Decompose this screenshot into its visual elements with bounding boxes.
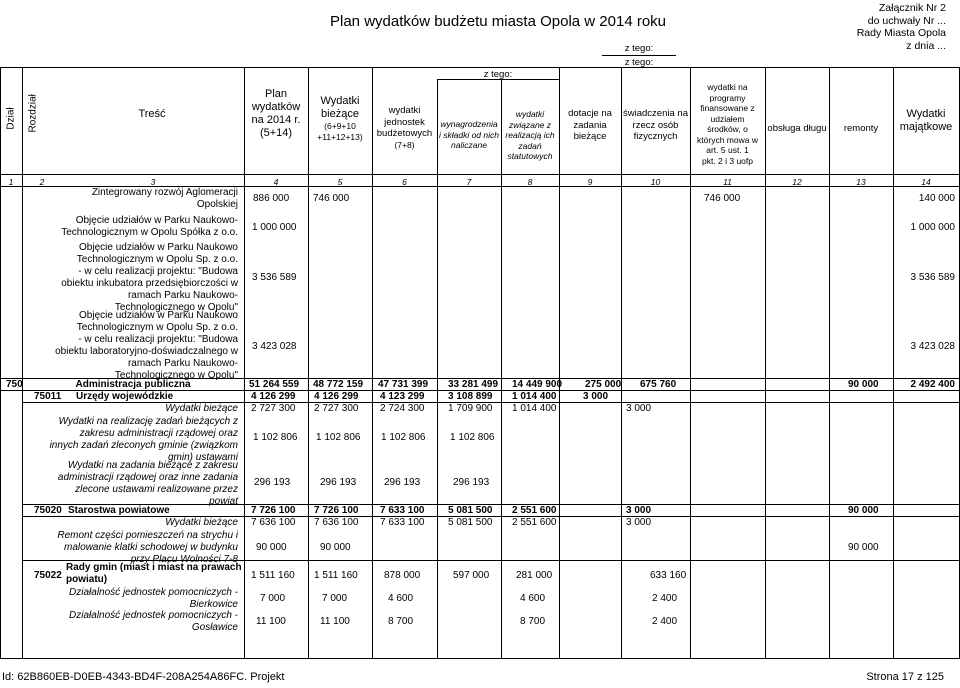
cell-text-line: - w celu realizacji projektu: "Budowa xyxy=(78,266,238,277)
cell-text-line: rzecz osób xyxy=(632,119,679,131)
cell-text-line: świadczenia na xyxy=(623,108,688,119)
cell-text-line: bieżące xyxy=(573,131,607,142)
table-cell: 51 264 559 xyxy=(249,379,300,390)
table-cell: Urzędy wojewódzkie xyxy=(76,391,174,402)
table-cell: 2 492 400 xyxy=(910,379,955,390)
header-dzial: Dział xyxy=(5,107,17,130)
table-cell: 7 636 100 xyxy=(314,517,359,528)
table-cell: 2 551 600 xyxy=(512,505,557,516)
cell-text-line: realizacją ich xyxy=(505,130,555,140)
table-cell: 2 xyxy=(39,177,45,187)
cell-text-line: ramach Parku Naukowo- xyxy=(127,358,238,369)
table-cell xyxy=(40,530,238,566)
table-cell: 1 102 806 xyxy=(253,432,298,443)
cell-text-line: związane z xyxy=(508,119,552,130)
cell-text-line: Objęcie udziałów w Parku Naukowo- xyxy=(75,215,238,226)
table-cell: 75011 xyxy=(34,391,62,402)
cell-text-line: Opolskiej xyxy=(196,199,238,210)
table-cell: 90 000 xyxy=(848,542,879,553)
table-cell: 296 193 xyxy=(320,477,357,488)
table-cell: 750 xyxy=(6,379,23,390)
cell-text-line: naliczane xyxy=(451,140,487,150)
table-cell: 7 633 100 xyxy=(380,505,425,516)
cell-text-line: Objęcie udziałów w Parku Naukowo xyxy=(79,242,238,253)
header-wydatki-majatkowe xyxy=(893,108,959,134)
table-cell xyxy=(40,215,238,239)
cell-text-line: (5+14) xyxy=(259,127,293,139)
cell-text-line: których mowa w xyxy=(697,134,758,145)
cell-text-line: fizycznych xyxy=(633,131,678,142)
table-cell: 281 000 xyxy=(516,570,553,581)
cell-text-line: bieżące xyxy=(321,108,359,120)
table-cell xyxy=(62,187,238,211)
table-cell: 296 193 xyxy=(254,477,291,488)
table-cell: 75022 xyxy=(34,570,62,581)
cell-text-line: Technologicznym w Opolu Sp. z o.o. xyxy=(76,254,238,265)
cell-text-line: obiektu laboratoryjno-doświadczalnego w xyxy=(55,346,238,357)
table-cell: 1 014 400 xyxy=(512,403,557,414)
cell-text-line: Remont części pomieszczeń na strychu i xyxy=(57,530,238,541)
table-cell: 675 760 xyxy=(640,379,677,390)
table-cell: 275 000 xyxy=(585,379,622,390)
table-cell: Starostwa powiatowe xyxy=(68,505,170,516)
cell-text-line: Wydatki xyxy=(906,108,946,120)
table-cell: 746 000 xyxy=(704,193,741,204)
cell-text-line: Bierkowice xyxy=(189,599,238,610)
cell-text-line: udziałem xyxy=(710,113,745,124)
table-cell: 90 000 xyxy=(848,379,879,390)
cell-text-line: +11+12+13) xyxy=(317,131,363,142)
cell-text-line: malowanie klatki schodowej w budynku xyxy=(64,542,238,553)
table-cell: 90 000 xyxy=(848,505,879,516)
table-cell: 4 600 xyxy=(520,593,546,604)
cell-text-line: na 2014 r. xyxy=(251,114,301,126)
table-cell: 90 000 xyxy=(256,542,287,553)
table-cell: 9 xyxy=(587,177,593,187)
cell-text-line: Technologicznym w Opolu Sp. z o.o. xyxy=(76,322,238,333)
table-cell: 6 xyxy=(402,177,407,187)
table-cell xyxy=(40,310,238,382)
table-cell: 7 000 xyxy=(322,593,348,604)
table-cell: 7 633 100 xyxy=(380,517,425,528)
cell-text-line: Zintegrowany rozwój Aglomeracji xyxy=(91,187,238,198)
table-cell: 2 727 300 xyxy=(314,403,359,414)
header-wydatki-biezace xyxy=(308,95,372,142)
table-cell: 2 551 600 xyxy=(512,517,557,528)
cell-text-line: wydatki xyxy=(388,105,421,116)
cell-text-line: majątkowe xyxy=(899,121,953,133)
cell-text-line: zadań xyxy=(518,140,542,151)
table-cell: 4 600 xyxy=(388,593,414,604)
header-rozdzial: Rozdział xyxy=(27,94,39,133)
header-obsluga-dlugu: obsługa długu xyxy=(767,123,827,134)
table-cell: 3 108 899 xyxy=(448,391,493,402)
table-cell: 633 160 xyxy=(650,570,687,581)
cell-text-line: Wydatki na realizację zadań bieżących z xyxy=(58,416,238,427)
table-cell: 7 726 100 xyxy=(251,505,296,516)
cell-text-line: ramach Parku Naukowo- xyxy=(127,290,238,301)
table-cell: 14 xyxy=(921,177,931,187)
table-cell: 47 731 399 xyxy=(378,379,429,390)
table-cell xyxy=(66,562,244,586)
table-cell: 1 102 806 xyxy=(316,432,361,443)
table-cell: 7 000 xyxy=(260,593,286,604)
table-cell: 1 000 000 xyxy=(252,222,297,233)
header-wydatki-statutowe xyxy=(501,109,559,162)
table-cell: 4 123 299 xyxy=(380,391,425,402)
table-cell: 5 081 500 xyxy=(448,517,493,528)
header-z-tego-3: z tego: xyxy=(624,57,654,68)
table-cell: 4 126 299 xyxy=(251,391,296,402)
table-cell: 3 536 589 xyxy=(252,272,297,283)
cell-text-line: administracji rządowej oraz inne zadania xyxy=(57,472,238,483)
table-cell: 2 400 xyxy=(652,593,678,604)
table-cell: 3 000 xyxy=(626,505,652,516)
table-cell: 5 xyxy=(337,177,343,187)
table-cell: 746 000 xyxy=(313,193,350,204)
table-cell: 4 xyxy=(273,177,279,187)
table-cell: 8 xyxy=(527,177,533,187)
cell-text-line: Technologicznego w Opolu" xyxy=(114,370,238,381)
table-cell: 7 xyxy=(466,177,472,187)
cell-text-line: Plan xyxy=(264,88,288,100)
table-cell: 1 511 160 xyxy=(251,570,295,581)
table-cell: 2 400 xyxy=(652,616,678,627)
cell-text-line: wynagrodzenia xyxy=(440,119,498,129)
cell-text-line: jednostek xyxy=(384,116,425,128)
table-cell: 878 000 xyxy=(384,570,421,581)
table-cell: 1 102 806 xyxy=(450,432,495,443)
table-cell: 3 xyxy=(150,177,156,187)
cell-text-line: gmin) ustawami xyxy=(167,452,238,463)
cell-text-line: finansowane z xyxy=(700,103,755,113)
table-cell: Wydatki bieżące xyxy=(165,403,238,414)
table-cell: 12 xyxy=(792,177,802,187)
cell-text-line: budżetowych xyxy=(376,128,433,139)
header-tresc: Treść xyxy=(138,108,166,120)
table-cell: 14 449 900 xyxy=(512,379,563,390)
table-cell: 1 000 000 xyxy=(910,222,955,233)
cell-text-line: (7+8) xyxy=(394,139,415,150)
table-cell: 1 709 900 xyxy=(448,403,493,414)
table-cell: 4 126 299 xyxy=(314,391,359,402)
cell-text-line: art. 5 ust. 1 xyxy=(706,145,749,155)
table-cell: 3 423 028 xyxy=(910,341,955,352)
cell-text-line: obiektu inkubatora przedsiębiorczości w xyxy=(61,278,238,289)
cell-text-line: wydatki na xyxy=(707,82,748,92)
cell-text-line: - w celu realizacji projektu: "Budowa xyxy=(78,334,238,345)
cell-text-line: (6+9+10 xyxy=(324,121,356,131)
cell-text-line: Rady gmin (miast i miast na prawach xyxy=(66,562,242,573)
table-cell: 1 102 806 xyxy=(381,432,426,443)
document-title: Plan wydatków budżetu miasta Opola w 2014 roku xyxy=(330,13,667,30)
header-dotacje xyxy=(559,108,621,143)
table-cell: 296 193 xyxy=(453,477,490,488)
table-cell: 90 000 xyxy=(320,542,351,553)
table-cell: 75020 xyxy=(34,505,62,516)
cell-text-line: wydatków xyxy=(251,101,301,113)
table-cell: 7 726 100 xyxy=(314,505,359,516)
header-wydatki-jednostek xyxy=(372,105,437,150)
table-cell: 11 100 xyxy=(320,616,350,627)
table-cell: 8 700 xyxy=(520,616,546,627)
header-z-tego-2: z tego: xyxy=(624,43,654,54)
cell-text-line: Technologicznym w Opolu Spółka z o.o. xyxy=(61,227,238,238)
cell-text-line: wydatki xyxy=(515,109,545,119)
table-cell: 8 700 xyxy=(388,616,414,627)
cell-text-line: zakresu administracji rządowej oraz xyxy=(79,428,238,439)
table-cell: 2 727 300 xyxy=(251,403,296,414)
cell-text-line: Wydatki na zadania bieżące z zakresu xyxy=(67,460,238,471)
cell-text-line: powiatu) xyxy=(66,574,108,585)
table-cell: 3 000 xyxy=(626,517,652,528)
table-cell xyxy=(40,460,238,508)
table-cell: Administracja publiczna xyxy=(75,379,191,390)
table-cell xyxy=(40,610,238,634)
table-cell: 1 014 400 xyxy=(512,391,557,402)
footer-document-id: Id: 62B860EB-D0EB-4343-BD4F-208A254A86FC. Projekt xyxy=(2,671,285,683)
table-cell: 5 081 500 xyxy=(448,505,493,516)
table-cell: 10 xyxy=(650,177,661,187)
cell-text-line: innych zadań zleconych gminie (związkom xyxy=(49,440,238,451)
table-cell: 296 193 xyxy=(384,477,421,488)
cell-text-line: zadania xyxy=(573,119,607,131)
table-cell: 11 xyxy=(723,177,732,187)
table-cell: 886 000 xyxy=(253,193,290,204)
cell-text-line: Objęcie udziałów w Parku Naukowo xyxy=(79,310,238,321)
annex-note: Załącznik Nr 2 do uchwały Nr ... Rady Miasta Opola z dnia ... xyxy=(856,2,946,52)
cell-text-line: zlecone ustawami realizowane przez xyxy=(75,484,238,495)
cell-text-line: Technologicznego w Opolu" xyxy=(114,302,238,313)
table-cell: 13 xyxy=(856,177,866,187)
header-swiadczenia xyxy=(621,108,690,143)
header-plan xyxy=(244,88,308,140)
cell-text-line: Działalność jednostek pomocniczych - xyxy=(69,610,238,621)
cell-text-line: Wydatki xyxy=(320,95,360,107)
header-remonty: remonty xyxy=(843,123,879,134)
cell-text-line: dotacje na xyxy=(568,108,612,119)
table-cell: 48 772 159 xyxy=(313,379,364,390)
table-cell: 7 636 100 xyxy=(251,517,296,528)
table-cell: 140 000 xyxy=(918,193,955,204)
footer-page-number: Strona 17 z 125 xyxy=(866,671,944,683)
cell-text-line: przy Placu Wolności 7-8 xyxy=(130,554,238,565)
table-cell xyxy=(40,587,238,611)
table-cell: 33 281 499 xyxy=(448,379,499,390)
cell-text-line: Działalność jednostek pomocniczych - xyxy=(69,587,238,598)
cell-text-line: Gosławice xyxy=(191,622,238,633)
cell-text-line: pkt. 2 i 3 uofp xyxy=(701,155,754,166)
table-cell: 1 511 160 xyxy=(314,570,358,581)
header-programy xyxy=(690,82,765,166)
table-cell: 2 724 300 xyxy=(380,403,425,414)
table-cell: 1 xyxy=(8,177,14,187)
cell-text-line: i składki od nich xyxy=(438,129,499,140)
header-wynagrodzenia xyxy=(437,119,501,151)
table-cell: 597 000 xyxy=(453,570,490,581)
cell-text-line: statutowych xyxy=(507,151,553,161)
cell-text-line: programy xyxy=(709,92,746,103)
table-cell: 3 423 028 xyxy=(252,341,297,352)
table-cell: Wydatki bieżące xyxy=(165,517,238,528)
table-cell xyxy=(40,242,238,314)
table-cell: 3 536 589 xyxy=(910,272,955,283)
cell-text-line: środków, o xyxy=(707,124,748,134)
table-cell: 11 100 xyxy=(256,616,286,627)
table-cell: 3 000 xyxy=(626,403,652,414)
cell-text-line: powiat xyxy=(209,496,238,507)
table-cell: 3 000 xyxy=(583,391,609,402)
header-z-tego-1: z tego: xyxy=(483,69,513,80)
table-cell xyxy=(40,416,238,464)
